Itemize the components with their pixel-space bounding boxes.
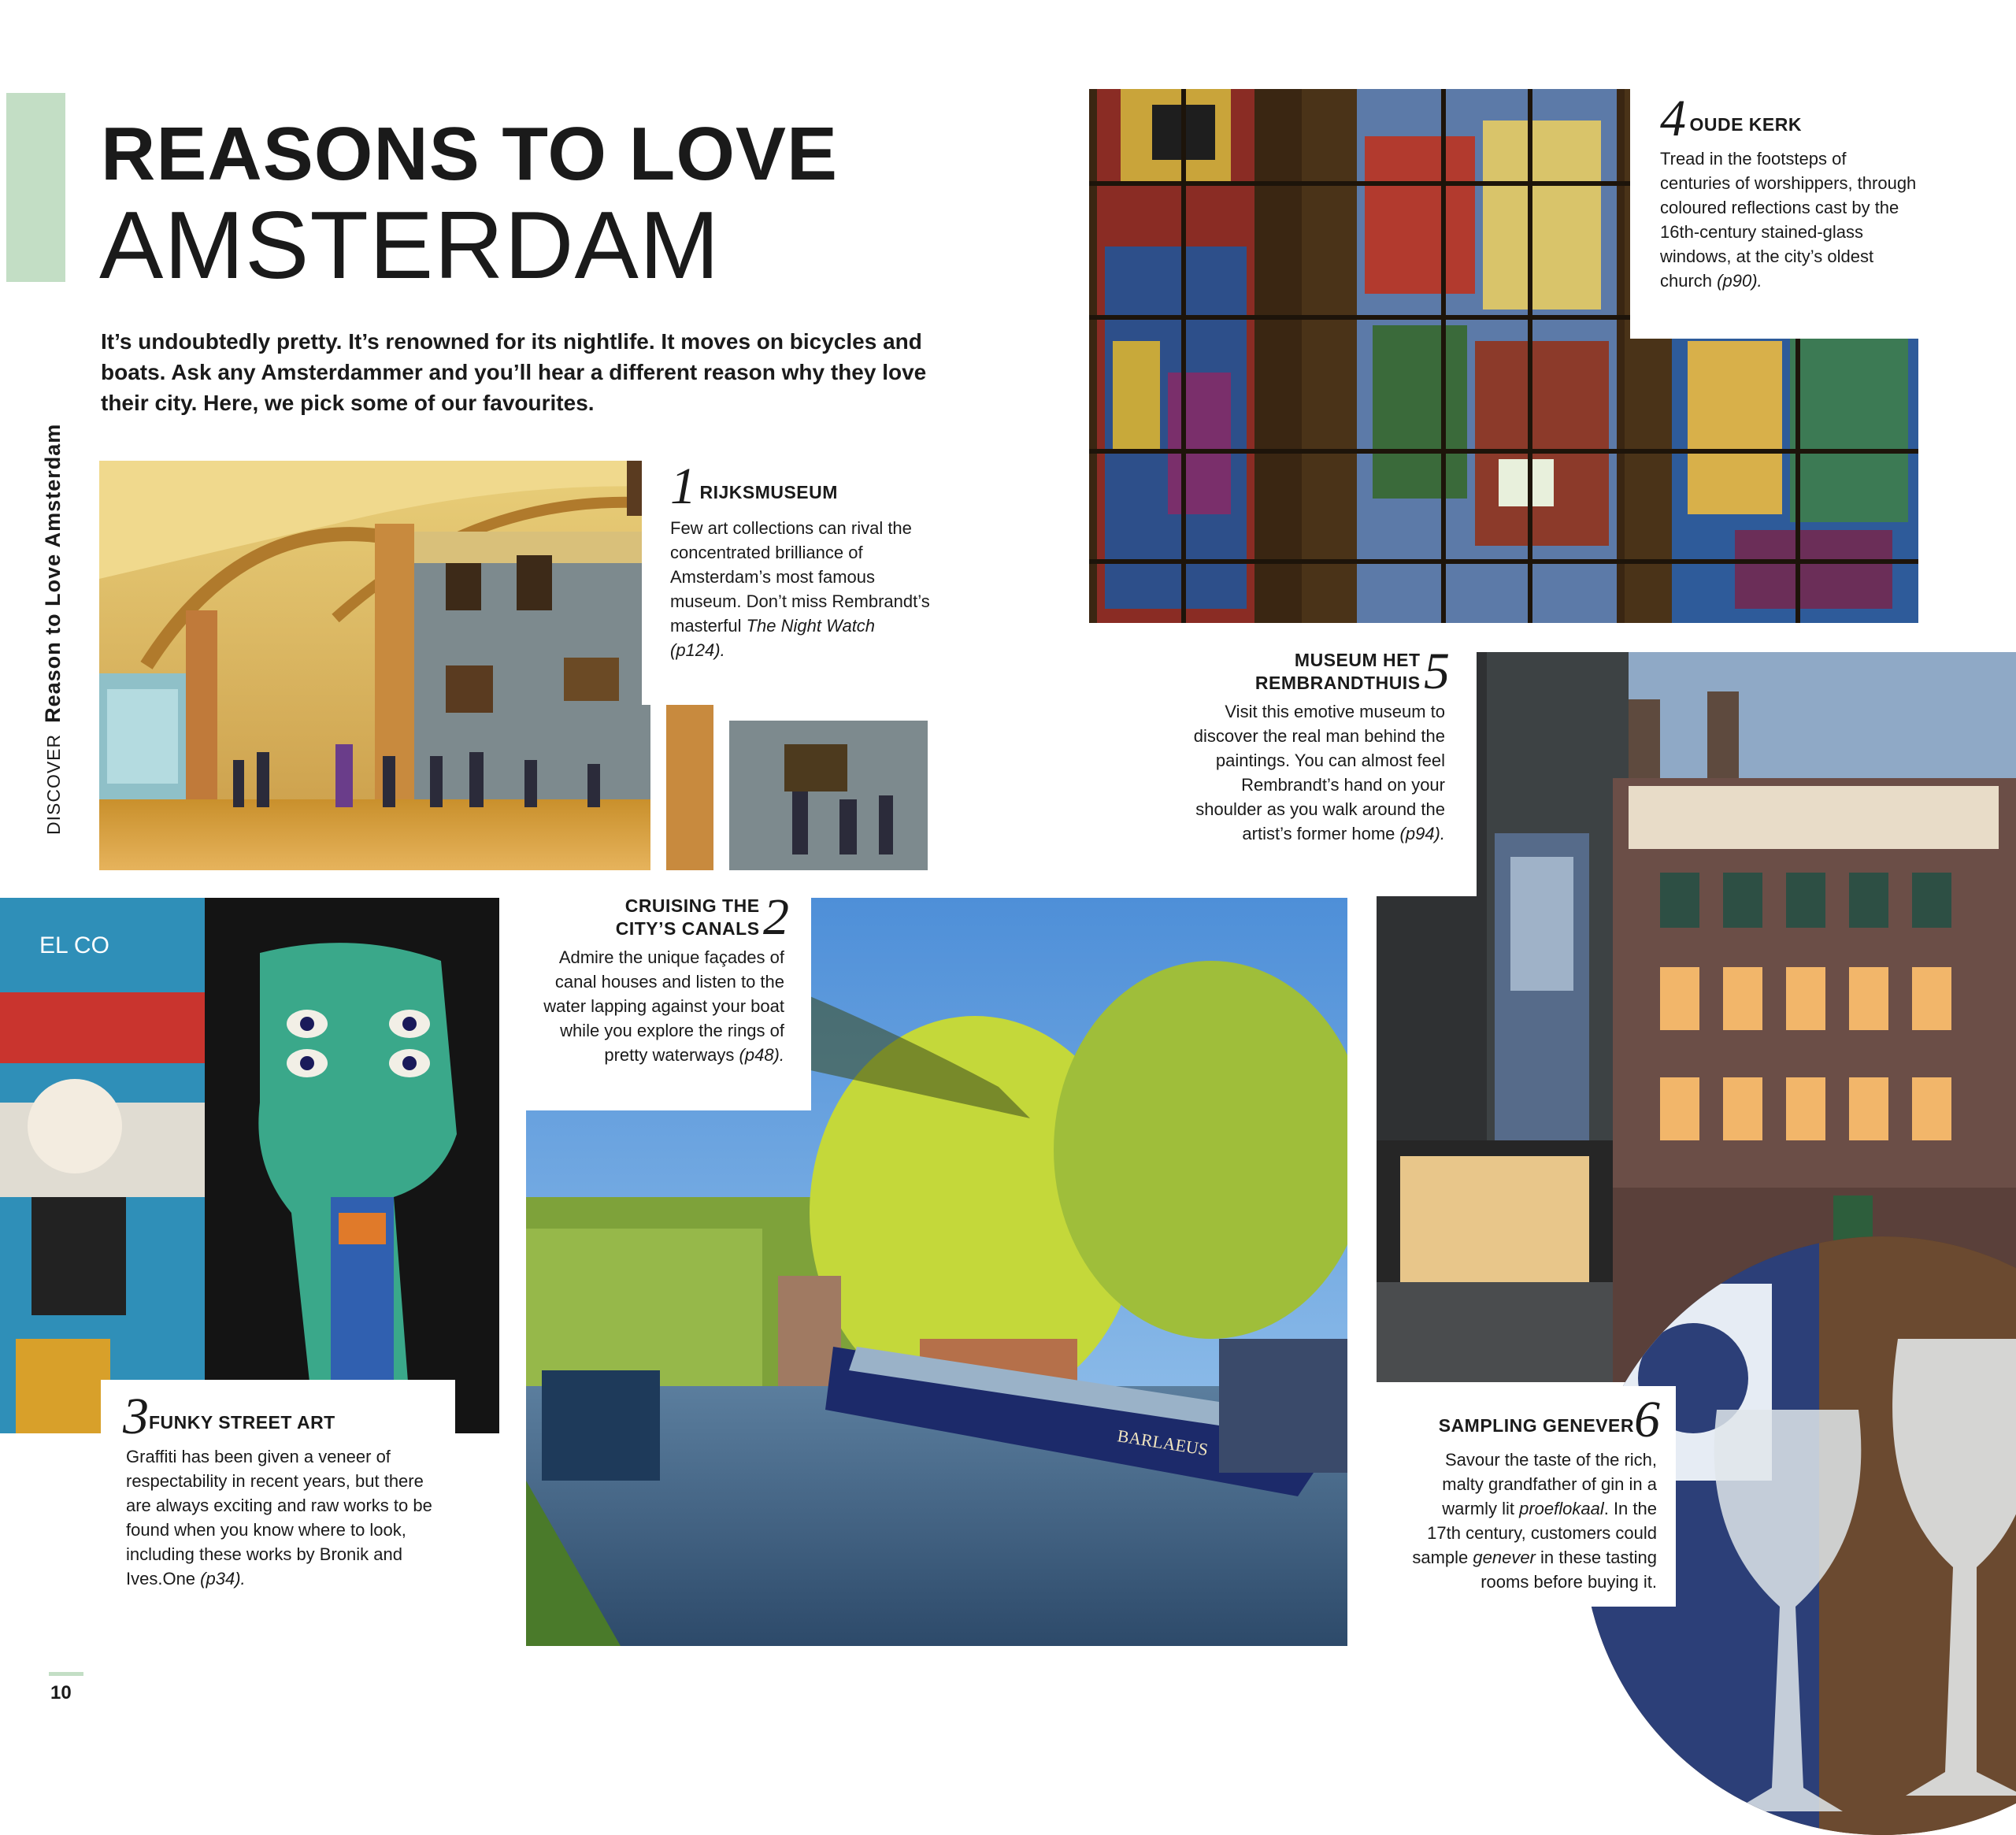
item-1-description: Few art collections can rival the concentrated brilliance of Amsterdam’s most famous museum. Don’t miss Rembrandt’s masterful — [670, 518, 930, 636]
chapter-name: Reason to Love Amsterdam — [41, 423, 65, 723]
item-6-text — [1408, 1446, 1676, 1594]
item-6-emphasis-a: proeflokaal — [1519, 1499, 1604, 1518]
page-number-bar — [49, 1672, 83, 1676]
item-6-text-b: . In the 17th century, customers could sample — [1412, 1499, 1657, 1567]
item-2-box — [520, 882, 811, 1110]
item-1-title: RIJKSMUSEUM — [699, 482, 838, 502]
item-2-text — [524, 943, 811, 1067]
item-5-reference: (p94). — [1399, 824, 1445, 843]
item-2-description: Admire the unique façades of canal houses and listen to the water lapping against your boat while you explore the rings of pretty waterways — [543, 947, 784, 1065]
item-6-box — [1408, 1386, 1676, 1607]
item-5-description: Visit this emotive museum to discover the real man behind the paintings. You can almost feel Rembrandt’s hand on your shoulder as you walk around the artist’s former home — [1193, 702, 1445, 843]
item-1-text — [642, 513, 930, 662]
item-3-description: Graffiti has been given a veneer of respectability in recent years, but there are always exciting and raw works to be found when you know where to look, including these works by Bronik and Ives.One — [126, 1447, 432, 1588]
street-art-photo — [0, 898, 499, 1433]
item-5-title — [1255, 649, 1421, 695]
item-5-title-line1: MUSEUM HET — [1294, 650, 1421, 670]
item-6-text-c: in these tasting rooms before buying it. — [1480, 1548, 1657, 1592]
item-3-reference: (p34). — [200, 1569, 246, 1588]
section-name: DISCOVER — [43, 733, 64, 835]
item-2-number: 2 — [763, 888, 789, 946]
item-2-title-line2: CITY’S CANALS — [615, 918, 760, 939]
item-2-title-line1: CRUISING THE — [624, 895, 760, 916]
boat-name: BARLAEUS — [1116, 1425, 1210, 1460]
section-label — [41, 424, 65, 835]
item-3-box — [101, 1380, 455, 1616]
item-1-reference: The Night Watch (p124). — [670, 616, 876, 660]
item-3-text — [101, 1443, 441, 1591]
page-title-line2: AMSTERDAM — [99, 191, 721, 298]
page-number: 10 — [50, 1682, 72, 1703]
item-2-reference: (p48). — [739, 1045, 784, 1065]
item-6-text-a: Savour the taste of the rich, malty grandfather of gin in a warmly lit — [1442, 1450, 1657, 1518]
item-3-number: 3 — [123, 1388, 149, 1445]
item-4-text — [1630, 145, 1920, 293]
item-4-reference: (p90). — [1717, 271, 1762, 291]
item-1-box — [642, 453, 941, 705]
item-4-number: 4 — [1660, 90, 1686, 147]
item-4-title: OUDE KERK — [1689, 114, 1802, 135]
item-6-emphasis-b: genever — [1473, 1548, 1536, 1567]
item-3-title: FUNKY STREET ART — [149, 1412, 335, 1433]
item-6-number: 6 — [1634, 1391, 1660, 1448]
item-6-title: SAMPLING GENEVER — [1438, 1415, 1634, 1436]
graffiti-tag: EL CO — [39, 932, 109, 958]
item-5-number: 5 — [1424, 643, 1450, 700]
item-4-description: Tread in the footsteps of centuries of worshippers, through coloured reflections cast by the 16th-century stained-glass windows, at the city’s oldest church — [1660, 149, 1917, 291]
accent-bar — [6, 93, 65, 282]
page-title-line1: REASONS TO LOVE — [101, 112, 839, 196]
item-2-title — [616, 895, 760, 940]
item-4-box — [1630, 79, 1945, 339]
item-5-box — [1177, 636, 1477, 896]
item-5-title-line2: REMBRANDTHUIS — [1254, 673, 1421, 693]
intro-paragraph: It’s undoubtedly pretty. It’s renowned for its nightlife. It moves on bicycles and boats. Ask any Amsterdammer and you’ll hear a different reason why they love their city. Here, we pick some of our favourites. — [101, 329, 927, 415]
item-5-text — [1193, 698, 1477, 846]
item-1-number: 1 — [670, 458, 696, 515]
